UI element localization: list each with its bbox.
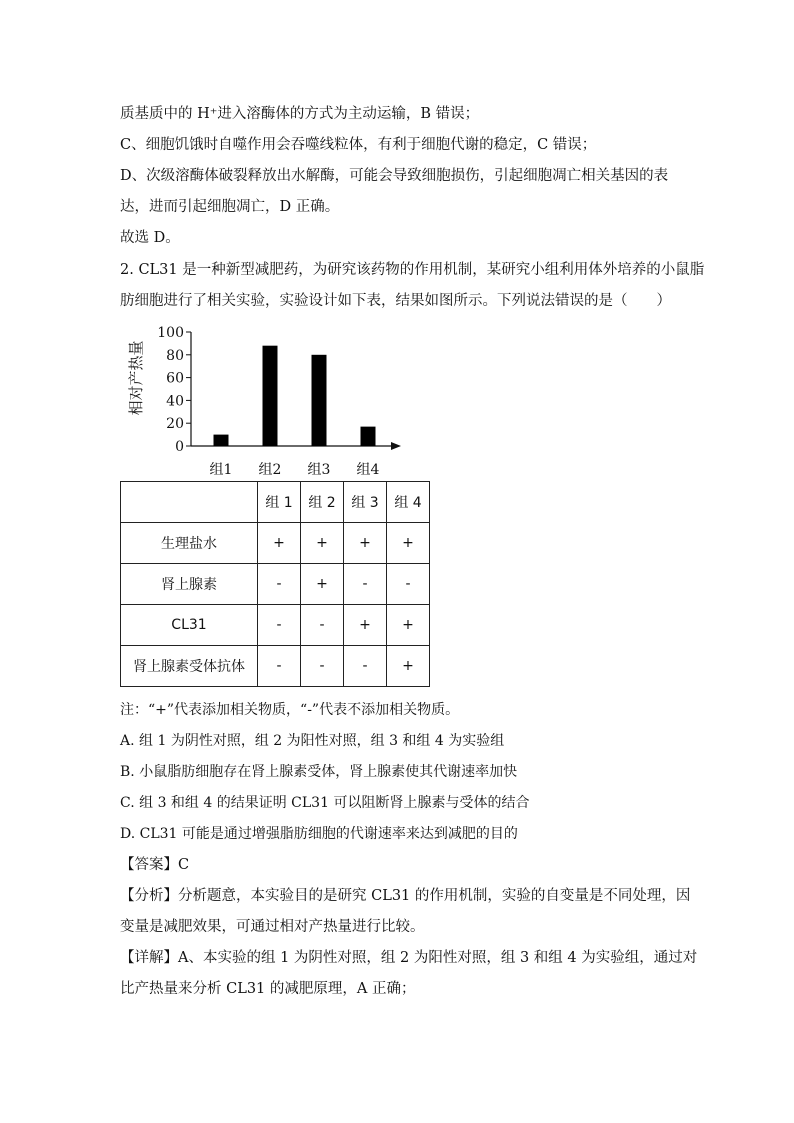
table-cell: - xyxy=(344,646,387,687)
y-tick-label: 60 xyxy=(166,370,184,387)
row-label: 生理盐水 xyxy=(121,523,258,564)
detail-line: 比产热量来分析 CL31 的减肥原理，A 正确； xyxy=(120,981,416,997)
table-header-cell: 组 2 xyxy=(301,482,344,523)
analysis-line: 【分析】分析题意，本实验目的是研究 CL31 的作用机制，实验的自变量是不同处理，因 xyxy=(120,888,691,904)
row-label: 肾上腺素受体抗体 xyxy=(121,646,258,687)
table-cell: + xyxy=(344,605,387,646)
bar xyxy=(361,427,376,446)
analysis-line: 变量是减肥效果，可通过相对产热量进行比较。 xyxy=(120,919,425,935)
x-category-label: 组4 xyxy=(356,462,380,478)
table-cell: + xyxy=(258,523,301,564)
table-cell: + xyxy=(301,523,344,564)
table-cell: - xyxy=(258,605,301,646)
table-header-cell: 组 3 xyxy=(344,482,387,523)
table-cell: + xyxy=(387,605,430,646)
bar xyxy=(214,435,229,446)
table-cell: + xyxy=(387,646,430,687)
text-line: C、细胞饥饿时自噬作用会吞噬线粒体，有利于细胞代谢的稳定，C 错误； xyxy=(120,137,597,153)
table-corner-cell xyxy=(121,482,258,523)
y-axis-label: 相对产热量 xyxy=(127,340,145,416)
option-b: B. 小鼠脂肪细胞存在肾上腺素受体，肾上腺素使其代谢速率加快 xyxy=(120,764,518,780)
table-cell: - xyxy=(258,646,301,687)
option-a: A. 组 1 为阴性对照，组 2 为阳性对照，组 3 和组 4 为实验组 xyxy=(120,733,505,749)
bar-chart xyxy=(125,320,415,480)
question-line: 肪细胞进行了相关实验，实验设计如下表，结果如图所示。下列说法错误的是（ ） xyxy=(120,293,671,309)
table-header-cell: 组 1 xyxy=(258,482,301,523)
y-tick-label: 20 xyxy=(166,416,184,433)
option-c: C. 组 3 和组 4 的结果证明 CL31 可以阻断肾上腺素与受体的结合 xyxy=(120,795,530,811)
y-tick-label: 0 xyxy=(175,439,184,455)
text-line: 质基质中的 H⁺进入溶酶体的方式为主动运输，B 错误； xyxy=(120,106,480,122)
text-line: 故选 D。 xyxy=(120,230,180,246)
question-line: 2. CL31 是一种新型减肥药，为研究该药物的作用机制，某研究小组利用体外培养的小鼠脂 xyxy=(120,262,705,278)
row-label: 肾上腺素 xyxy=(121,564,258,605)
table-cell: + xyxy=(344,523,387,564)
table-row xyxy=(121,646,430,687)
table-header-row xyxy=(121,482,430,523)
table-cell: - xyxy=(301,646,344,687)
text-line: D、次级溶酶体破裂释放出水解酶，可能会导致细胞损伤，引起细胞凋亡相关基因的表 xyxy=(120,168,669,184)
bar xyxy=(312,355,327,446)
y-tick-label: 40 xyxy=(166,393,184,410)
table-cell: - xyxy=(301,605,344,646)
table-cell: - xyxy=(258,564,301,605)
experiment-table xyxy=(120,481,430,687)
x-category-label: 组3 xyxy=(307,462,331,478)
y-tick-label: 100 xyxy=(157,325,184,341)
table-cell: - xyxy=(344,564,387,605)
x-category-label: 组1 xyxy=(209,462,233,478)
detail-line: 【详解】A、本实验的组 1 为阴性对照，组 2 为阳性对照，组 3 和组 4 为实验组，通过对 xyxy=(120,950,698,966)
y-tick-label: 80 xyxy=(166,347,184,364)
text-line: 达，进而引起细胞凋亡，D 正确。 xyxy=(120,199,340,215)
table-row xyxy=(121,564,430,605)
table-header-cell: 组 4 xyxy=(387,482,430,523)
x-axis-arrow xyxy=(391,442,401,450)
table-cell: - xyxy=(387,564,430,605)
table-row xyxy=(121,523,430,564)
table-note: 注：“+”代表添加相关物质，“-”代表不添加相关物质。 xyxy=(120,702,460,718)
option-d: D. CL31 可能是通过增强脂肪细胞的代谢速率来达到减肥的目的 xyxy=(120,826,518,842)
row-label: CL31 xyxy=(121,605,258,646)
bar xyxy=(263,346,278,446)
answer-line: 【答案】C xyxy=(120,857,190,873)
x-category-label: 组2 xyxy=(258,462,282,478)
table-cell: + xyxy=(387,523,430,564)
table-row xyxy=(121,605,430,646)
table-cell: + xyxy=(301,564,344,605)
